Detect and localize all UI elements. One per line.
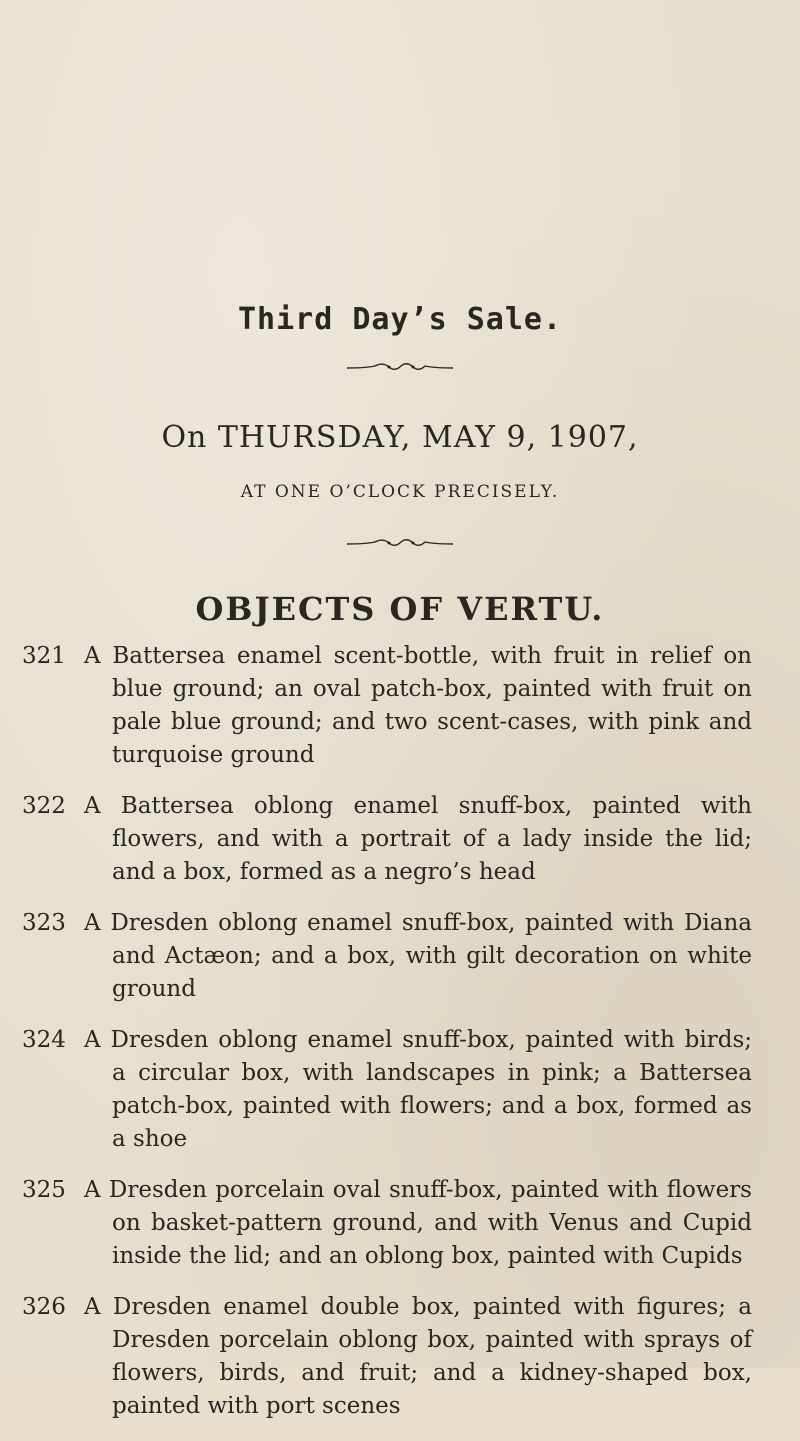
sale-date: On THURSDAY, MAY 9, 1907, [161,420,639,455]
lot-number: 326 [22,1294,66,1320]
lot-item [0,1174,800,1273]
lot-list [0,640,800,1441]
ornament-divider-bottom [0,536,800,552]
lot-item [0,1291,800,1423]
lot-number: 321 [22,643,66,669]
lot-number: 325 [22,1177,66,1203]
lot-item [0,790,800,889]
sale-time: AT ONE O’CLOCK PRECISELY. [240,482,560,502]
lot-description: A Dresden enamel double box, painted with figures; a Dresden porcelain oblong box, painted with sprays of flowers, birds, and fruit; and a kidney-shaped box, painted with port scenes [84,1294,752,1419]
lot-description: A Dresden porcelain oval snuff-box, painted with flowers on basket-pattern ground, and with Venus and Cupid inside the lid; and an oblong box, painted with Cupids [84,1177,752,1269]
section-heading: OBJECTS OF VERTU. [195,590,605,628]
page-title: Third Day’s Sale. [237,302,563,337]
lot-item [0,1024,800,1156]
lot-description: A Battersea enamel scent-bottle, with fruit in relief on blue ground; an oval patch-box, painted with fruit on pale blue ground; and two scent-cases, with pink and turquoise ground [84,643,752,768]
lot-number: 324 [22,1027,66,1053]
lot-description: A Dresden oblong enamel snuff-box, painted with Diana and Actæon; and a box, with gilt decoration on white ground [84,910,752,1002]
lot-number: 323 [22,910,66,936]
lot-item [0,907,800,1006]
lot-description: A Dresden oblong enamel snuff-box, painted with birds; a circular box, with landscapes in pink; a Battersea patch-box, painted with flowers; and a box, formed as a shoe [84,1027,752,1152]
lot-number: 322 [22,793,66,819]
lot-item [0,640,800,772]
ornament-divider-top [0,360,800,376]
lot-description: A Battersea oblong enamel snuff-box, painted with flowers, and with a portrait of a lady inside the lid; and a box, formed as a negro’s head [84,793,752,885]
